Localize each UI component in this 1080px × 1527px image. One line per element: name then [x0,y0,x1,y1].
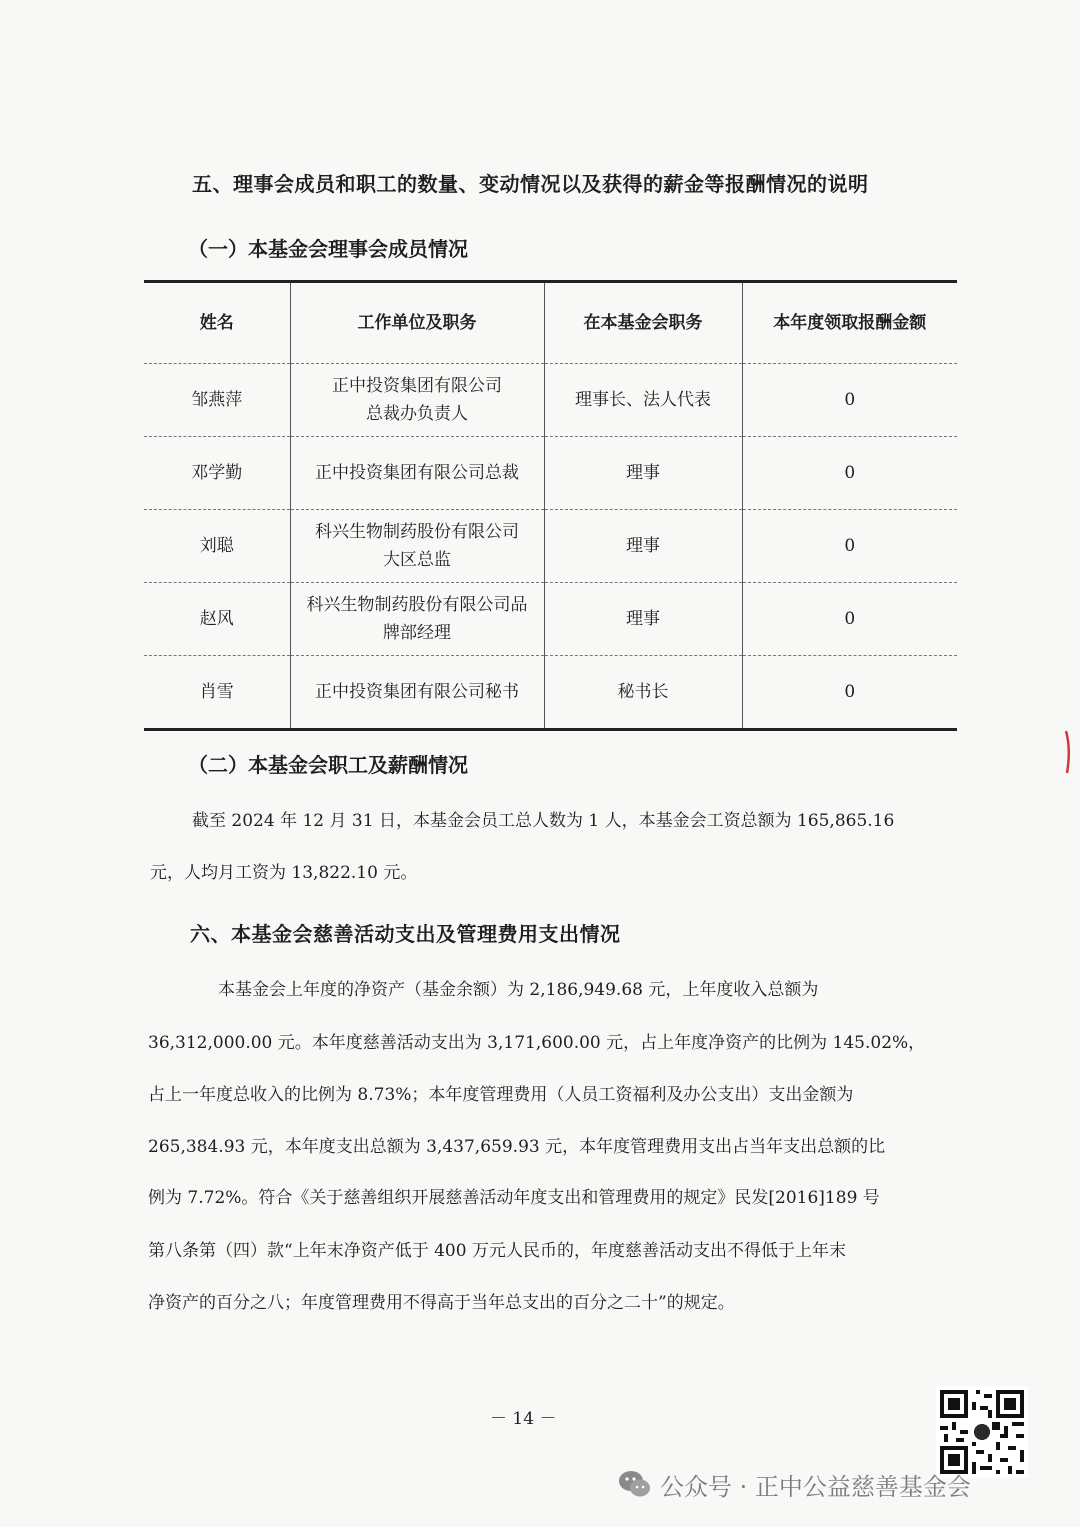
cell-employer [290,583,544,656]
cell-role: 理事 [544,510,742,583]
table-row [144,437,957,510]
cell-employer-line2: 总裁办负责人 [366,404,468,424]
cell-name: 邓学勤 [144,437,290,510]
board-members-subtitle: （一）本基金会理事会成员情况 [188,237,468,261]
cell-pay: 0 [742,583,957,656]
staff-paragraph-line: 截至 2024 年 12 月 31 日，本基金会员工总人数为 1 人，本基金会工资总额为 165,865.16 [192,811,895,831]
expense-paragraph-line: 265,384.93 元，本年度支出总额为 3,437,659.93 元，本年度管理费用支出占当年支出总额的比 [148,1137,886,1157]
cell-employer [290,437,544,510]
cell-employer-line1: 科兴生物制药股份有限公司品 [306,595,528,615]
cell-role: 理事长、法人代表 [544,364,742,437]
cell-employer [290,510,544,583]
cell-role: 理事 [544,437,742,510]
page-number: － 14 － [490,1409,557,1429]
staff-paragraph-line: 元，人均月工资为 13,822.10 元。 [150,863,418,883]
cell-employer-line1: 科兴生物制药股份有限公司 [315,522,519,542]
board-members-table [144,280,957,731]
col-header-name: 姓名 [144,282,290,364]
cell-employer-line2: 大区总监 [383,550,451,570]
cell-role: 秘书长 [544,656,742,730]
table-header-row [144,282,957,364]
table-row [144,656,957,730]
section6-title: 六、本基金会慈善活动支出及管理费用支出情况 [190,922,621,946]
table-row [144,583,957,656]
cell-employer-line1: 正中投资集团有限公司秘书 [315,682,519,702]
staff-subtitle: （二）本基金会职工及薪酬情况 [188,753,468,777]
col-header-role: 在本基金会职务 [544,282,742,364]
cell-name: 刘聪 [144,510,290,583]
cell-pay: 0 [742,437,957,510]
cell-pay: 0 [742,510,957,583]
expense-paragraph-line: 例为 7.72%。符合《关于慈善组织开展慈善活动年度支出和管理费用的规定》民发[2016]189 号 [148,1188,880,1208]
cell-employer-line2: 牌部经理 [383,623,451,643]
col-header-employer: 工作单位及职务 [290,282,544,364]
expense-paragraph-line: 净资产的百分之八；年度管理费用不得高于当年总支出的百分之二十”的规定。 [148,1293,735,1313]
wechat-watermark [618,1464,971,1504]
cell-role: 理事 [544,583,742,656]
cell-employer-line1: 正中投资集团有限公司 [332,376,502,396]
watermark-text: 公众号 · 正中公益慈善基金会 [660,1472,971,1501]
table-row [144,364,957,437]
expense-paragraph-line: 占上一年度总收入的比例为 8.73%；本年度管理费用（人员工资福利及办公支出）支出金额为 [148,1085,854,1105]
expense-paragraph-line: 第八条第（四）款“上年末净资产低于 400 万元人民币的，年度慈善活动支出不得低于上年末 [148,1241,846,1261]
wechat-icon [618,1469,652,1499]
cell-employer-line1: 正中投资集团有限公司总裁 [315,463,519,483]
cell-pay: 0 [742,364,957,437]
expense-paragraph-line: 本基金会上年度的净资产（基金余额）为 2,186,949.68 元，上年度收入总额为 [218,980,819,1000]
cell-name: 邹燕萍 [144,364,290,437]
expense-paragraph-line: 36,312,000.00 元。本年度慈善活动支出为 3,171,600.00 元，占上年度净资产的比例为 145.02%， [148,1033,926,1053]
cell-pay: 0 [742,656,957,730]
section5-title: 五、理事会成员和职工的数量、变动情况以及获得的薪金等报酬情况的说明 [192,172,869,196]
cell-name: 肖雪 [144,656,290,730]
cell-employer [290,364,544,437]
red-stamp-edge [1063,727,1073,777]
table-row [144,510,957,583]
cell-employer [290,656,544,730]
cell-name: 赵风 [144,583,290,656]
col-header-pay: 本年度领取报酬金额 [742,282,957,364]
